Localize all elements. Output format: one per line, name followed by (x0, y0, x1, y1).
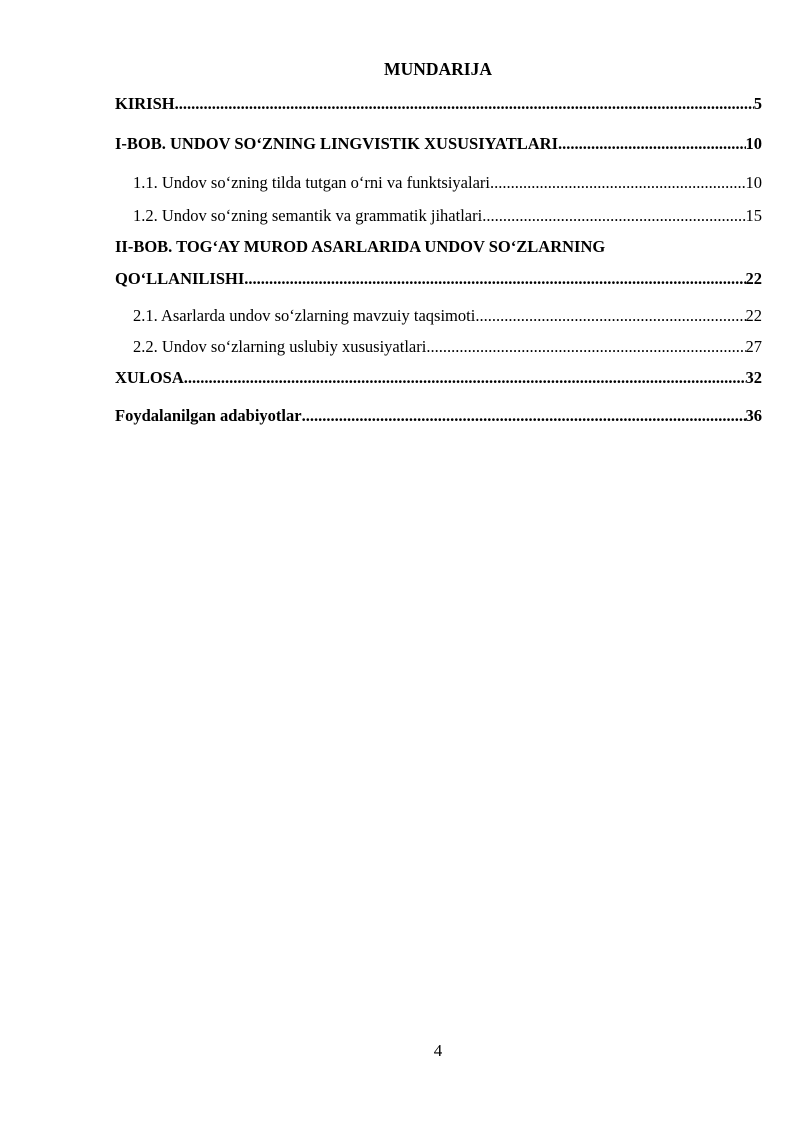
toc-entry-label: Foydalanilgan adabiyotlar (115, 406, 302, 425)
dot-leader (482, 203, 745, 229)
dot-leader (558, 131, 745, 157)
toc-entry-chapter-2-line1[interactable]: II-BOB. TOG‘AY MUROD ASARLARIDA UNDOV SO‘ZLARNING (115, 237, 606, 256)
toc-entry-label: 2.2. Undov so‘zlarning uslubiy xususiyatlari (133, 337, 427, 356)
toc-entry-page: 10 (745, 173, 762, 192)
toc-entry-page: 10 (745, 134, 762, 153)
toc-entry-label: 1.2. Undov so‘zning semantik va grammatik jihatlari (133, 206, 483, 225)
toc-entry-page: 32 (745, 368, 762, 387)
page-number: 4 (433, 1041, 443, 1060)
toc-entry-label: I-BOB. UNDOV SO‘ZNING LINGVISTIK XUSUSIYATLARI (115, 134, 559, 153)
dot-leader (184, 365, 746, 391)
toc-entry-page: 5 (753, 94, 762, 113)
toc-entry-page: 27 (745, 337, 762, 356)
toc-entry-page: 15 (745, 206, 762, 225)
toc-entry-chapter-2[interactable] (115, 266, 762, 292)
toc-entry-page: 22 (745, 306, 762, 325)
toc-entry-chapter-1[interactable] (115, 131, 762, 157)
toc-entry-section-2-2[interactable] (115, 334, 762, 360)
toc-entry-label: 2.1. Asarlarda undov so‘zlarning mavzuiy taqsimoti (133, 306, 476, 325)
toc-title: MUNDARIJA (384, 59, 492, 79)
toc-entry-section-1-2[interactable] (115, 203, 762, 229)
dot-leader (175, 91, 754, 117)
dot-leader (302, 403, 746, 429)
dot-leader (490, 170, 746, 196)
toc-entry-page: 36 (745, 406, 762, 425)
dot-leader (426, 334, 745, 360)
toc-entry-kirish[interactable] (115, 91, 762, 117)
toc-entry-section-1-1[interactable] (115, 170, 762, 196)
toc-entry-adabiyotlar[interactable] (115, 403, 762, 429)
toc-entry-xulosa[interactable] (115, 365, 762, 391)
toc-entry-label: QO‘LLANILISHI (115, 269, 245, 288)
toc-entry-label: 1.1. Undov so‘zning tilda tutgan o‘rni va funktsiyalari (133, 173, 490, 192)
toc-entry-label: XULOSA (115, 368, 184, 387)
toc-entry-label: KIRISH (115, 94, 175, 113)
dot-leader (475, 303, 745, 329)
table-of-contents (115, 91, 762, 429)
toc-entry-section-2-1[interactable] (115, 303, 762, 329)
dot-leader (244, 266, 745, 292)
toc-entry-page: 22 (745, 269, 762, 288)
